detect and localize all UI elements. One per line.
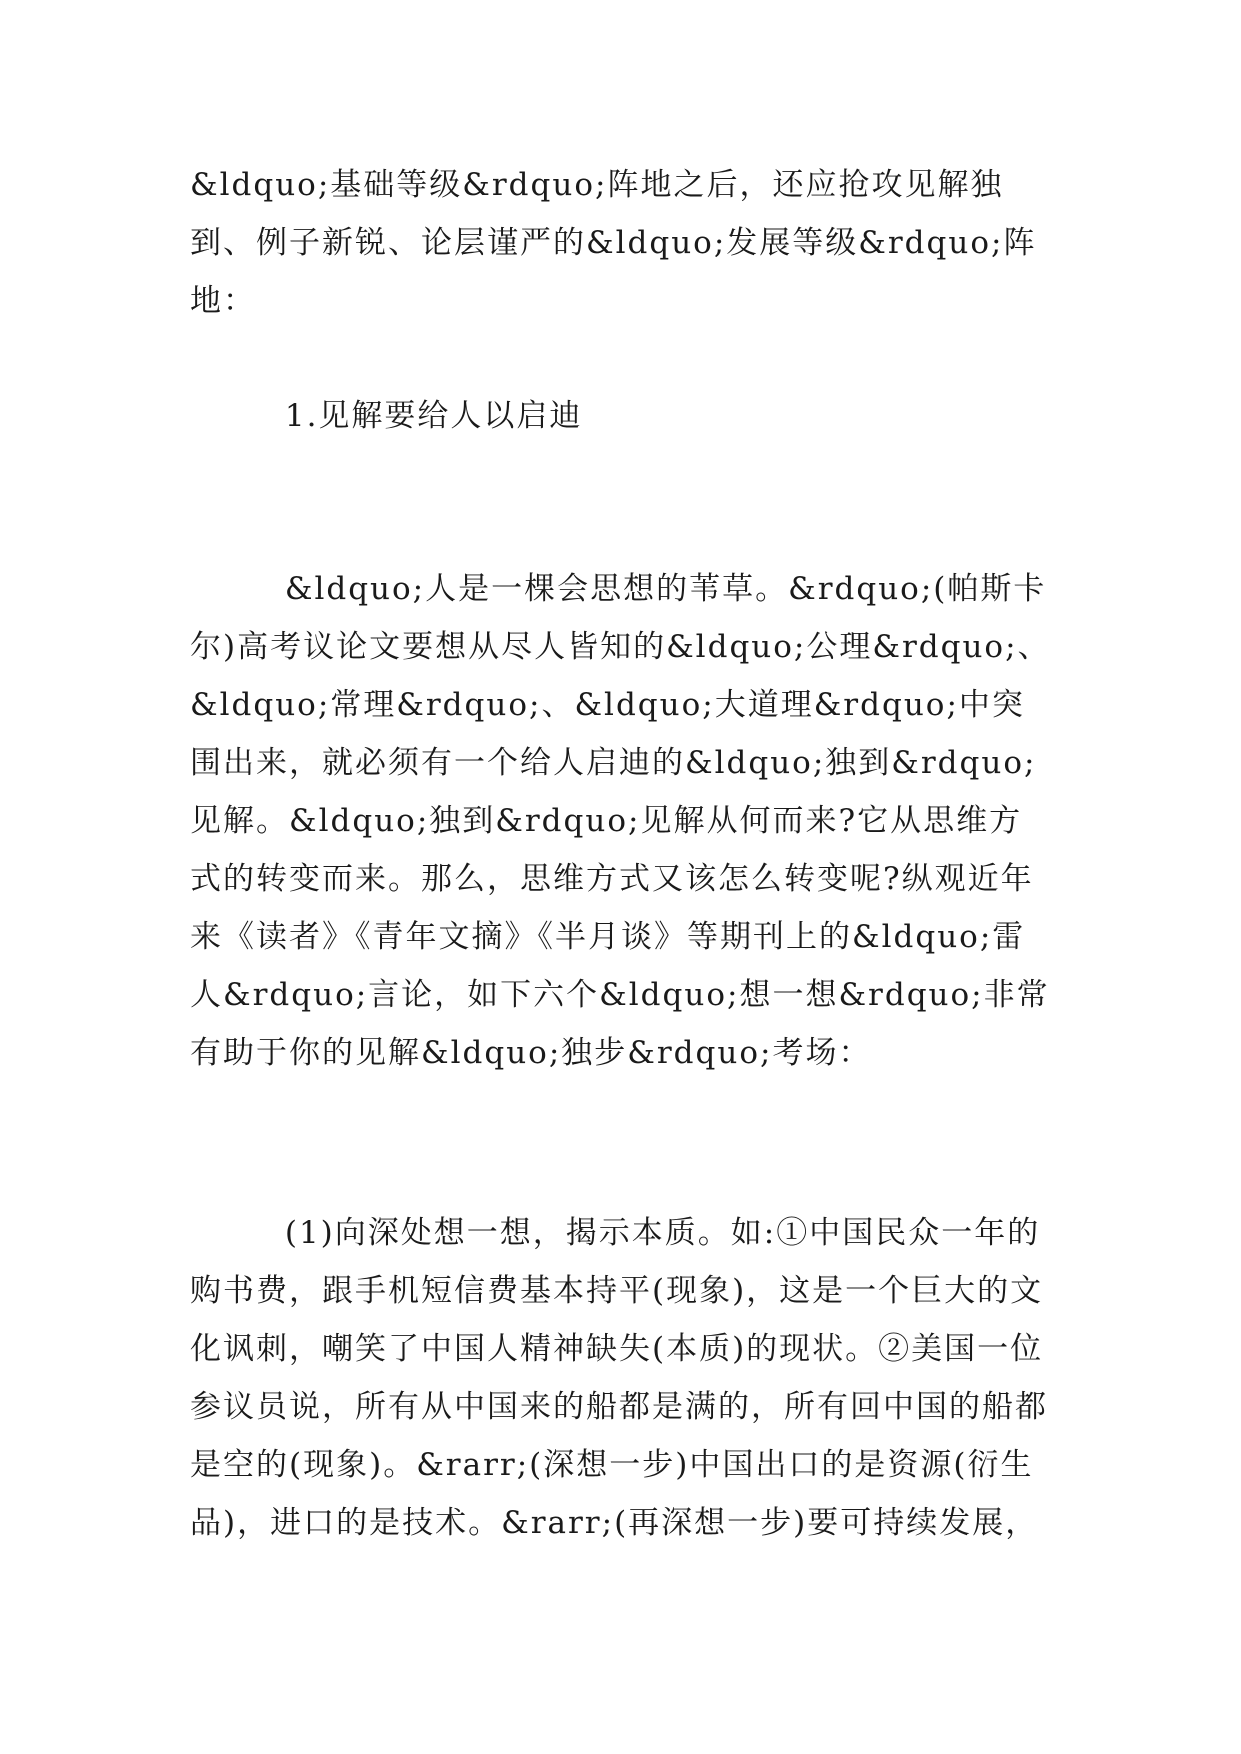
paragraph-body: &ldquo;人是一棵会思想的苇草。&rdquo;(帕斯卡尔)高考议论文要想从尽人皆知的&ldquo;公理&rdquo;、&ldquo;常理&rdquo;、&ldquo;大道理&rdquo;中突围出来，就必须有一个给人启迪的&ldquo;独到&rdquo;见解。&ldquo;独到&rdquo;见解从何而来?它从思维方式的转变而来。那么，思维方式又该怎么转变呢?纵观近年来《读者》《青年文摘》《半月谈》等期刊上的&ldquo;雷人&rdquo;言论，如下六个&ldquo;想一想&rdquo;非常有助于你的见解&ldquo;独步&rdquo;考场： — [190, 571, 1051, 1071]
paragraph-intro: &ldquo;基础等级&rdquo;阵地之后，还应抢攻见解独到、例子新锐、论层谨严的&ldquo;发展等级&rdquo;阵地： — [190, 167, 1037, 319]
section-heading: 1.见解要给人以启迪 — [190, 398, 583, 434]
paragraph-example: (1)向深处想一想，揭示本质。如:①中国民众一年的购书费，跟手机短信费基本持平(现象)，这是一个巨大的文化讽刺，嘲笑了中国人精神缺失(本质)的现状。②美国一位参议员说，所有从中国来的船都是满的，所有回中国的船都是空的(现象)。&rarr;(深想一步)中国出口的是资源(衍生品)，进口的是技术。&rarr;(再深想一步)要可持续发展， — [190, 1215, 1048, 1541]
